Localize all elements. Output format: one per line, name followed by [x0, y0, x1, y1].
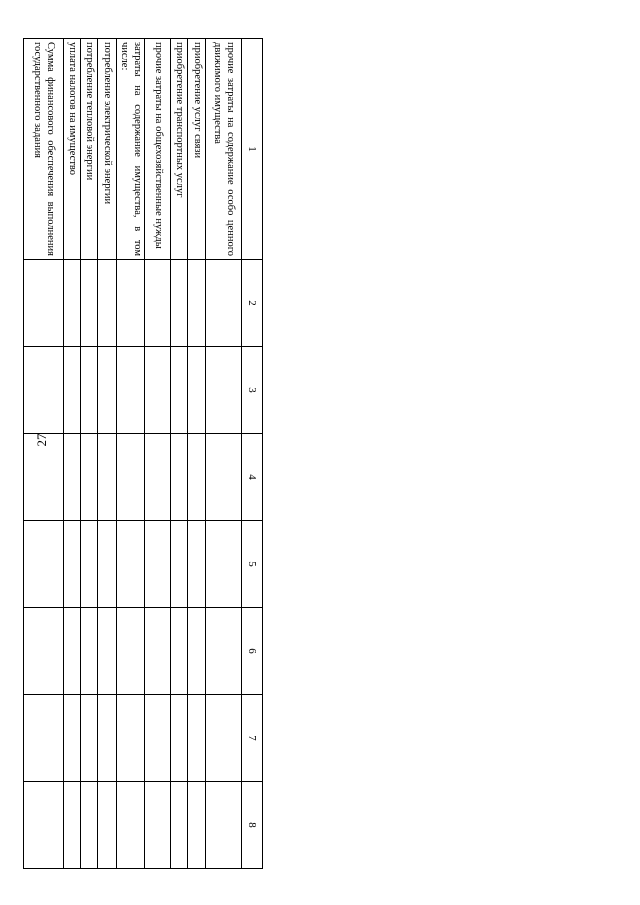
empty-cell [81, 434, 98, 521]
empty-cell [24, 434, 64, 521]
row-label: прочие затраты на содержание особо ценного движимого имущества [206, 39, 242, 260]
empty-cell [64, 347, 81, 434]
empty-cell [24, 782, 64, 869]
page-number: 27 [34, 433, 49, 447]
col-header-7: 7 [242, 695, 263, 782]
empty-cell [98, 260, 117, 347]
empty-cell [188, 260, 206, 347]
table-row [171, 39, 188, 869]
empty-cell [171, 782, 188, 869]
empty-cell [188, 521, 206, 608]
empty-cell [117, 608, 145, 695]
empty-cell [188, 695, 206, 782]
empty-cell [24, 608, 64, 695]
row-label: затраты на содержание имущества, в том числе: [117, 39, 145, 260]
empty-cell [171, 347, 188, 434]
table-row [117, 39, 145, 869]
table-row [188, 39, 206, 869]
col-header-5: 5 [242, 521, 263, 608]
col-header-4: 4 [242, 434, 263, 521]
table-row [206, 39, 242, 869]
empty-cell [145, 260, 171, 347]
table-row [145, 39, 171, 869]
empty-cell [98, 782, 117, 869]
empty-cell [24, 695, 64, 782]
empty-cell [188, 782, 206, 869]
empty-cell [171, 521, 188, 608]
data-table [23, 38, 263, 869]
empty-cell [98, 695, 117, 782]
empty-cell [145, 434, 171, 521]
empty-cell [145, 347, 171, 434]
empty-cell [64, 260, 81, 347]
col-header-8: 8 [242, 782, 263, 869]
empty-cell [188, 434, 206, 521]
header-row [242, 39, 263, 869]
empty-cell [117, 347, 145, 434]
empty-cell [117, 695, 145, 782]
empty-cell [117, 521, 145, 608]
empty-cell [117, 782, 145, 869]
empty-cell [64, 434, 81, 521]
col-header-1: 1 [242, 39, 263, 260]
empty-cell [24, 521, 64, 608]
empty-cell [81, 695, 98, 782]
empty-cell [171, 695, 188, 782]
empty-cell [64, 695, 81, 782]
empty-cell [81, 521, 98, 608]
row-label: Сумма финансового обеспечения выполнения государственного задания [24, 39, 64, 260]
empty-cell [98, 521, 117, 608]
empty-cell [145, 521, 171, 608]
empty-cell [206, 782, 242, 869]
empty-cell [206, 521, 242, 608]
empty-cell [24, 260, 64, 347]
empty-cell [98, 434, 117, 521]
table-row [64, 39, 81, 869]
col-header-3: 3 [242, 347, 263, 434]
empty-cell [117, 434, 145, 521]
empty-cell [188, 608, 206, 695]
empty-cell [81, 347, 98, 434]
empty-cell [206, 695, 242, 782]
row-label: прочие затраты на общехозяйственные нужды [145, 39, 171, 260]
row-label: потребление тепловой энергии [81, 39, 98, 260]
row-label: уплата налогов на имущество [64, 39, 81, 260]
empty-cell [206, 434, 242, 521]
empty-cell [98, 608, 117, 695]
empty-cell [171, 608, 188, 695]
empty-cell [171, 434, 188, 521]
empty-cell [145, 695, 171, 782]
empty-cell [206, 260, 242, 347]
empty-cell [206, 608, 242, 695]
row-label: приобретение услуг связи [188, 39, 206, 260]
empty-cell [24, 347, 64, 434]
table-row [98, 39, 117, 869]
table-row [24, 39, 64, 869]
empty-cell [145, 782, 171, 869]
empty-cell [81, 260, 98, 347]
col-header-2: 2 [242, 260, 263, 347]
row-label: потребление электрической энергии [98, 39, 117, 260]
empty-cell [117, 260, 145, 347]
empty-cell [98, 347, 117, 434]
empty-cell [64, 608, 81, 695]
empty-cell [81, 608, 98, 695]
empty-cell [188, 347, 206, 434]
empty-cell [64, 782, 81, 869]
col-header-6: 6 [242, 608, 263, 695]
table-row [81, 39, 98, 869]
row-label: приобретение транспортных услуг [171, 39, 188, 260]
empty-cell [64, 521, 81, 608]
empty-cell [81, 782, 98, 869]
empty-cell [206, 347, 242, 434]
empty-cell [145, 608, 171, 695]
empty-cell [171, 260, 188, 347]
